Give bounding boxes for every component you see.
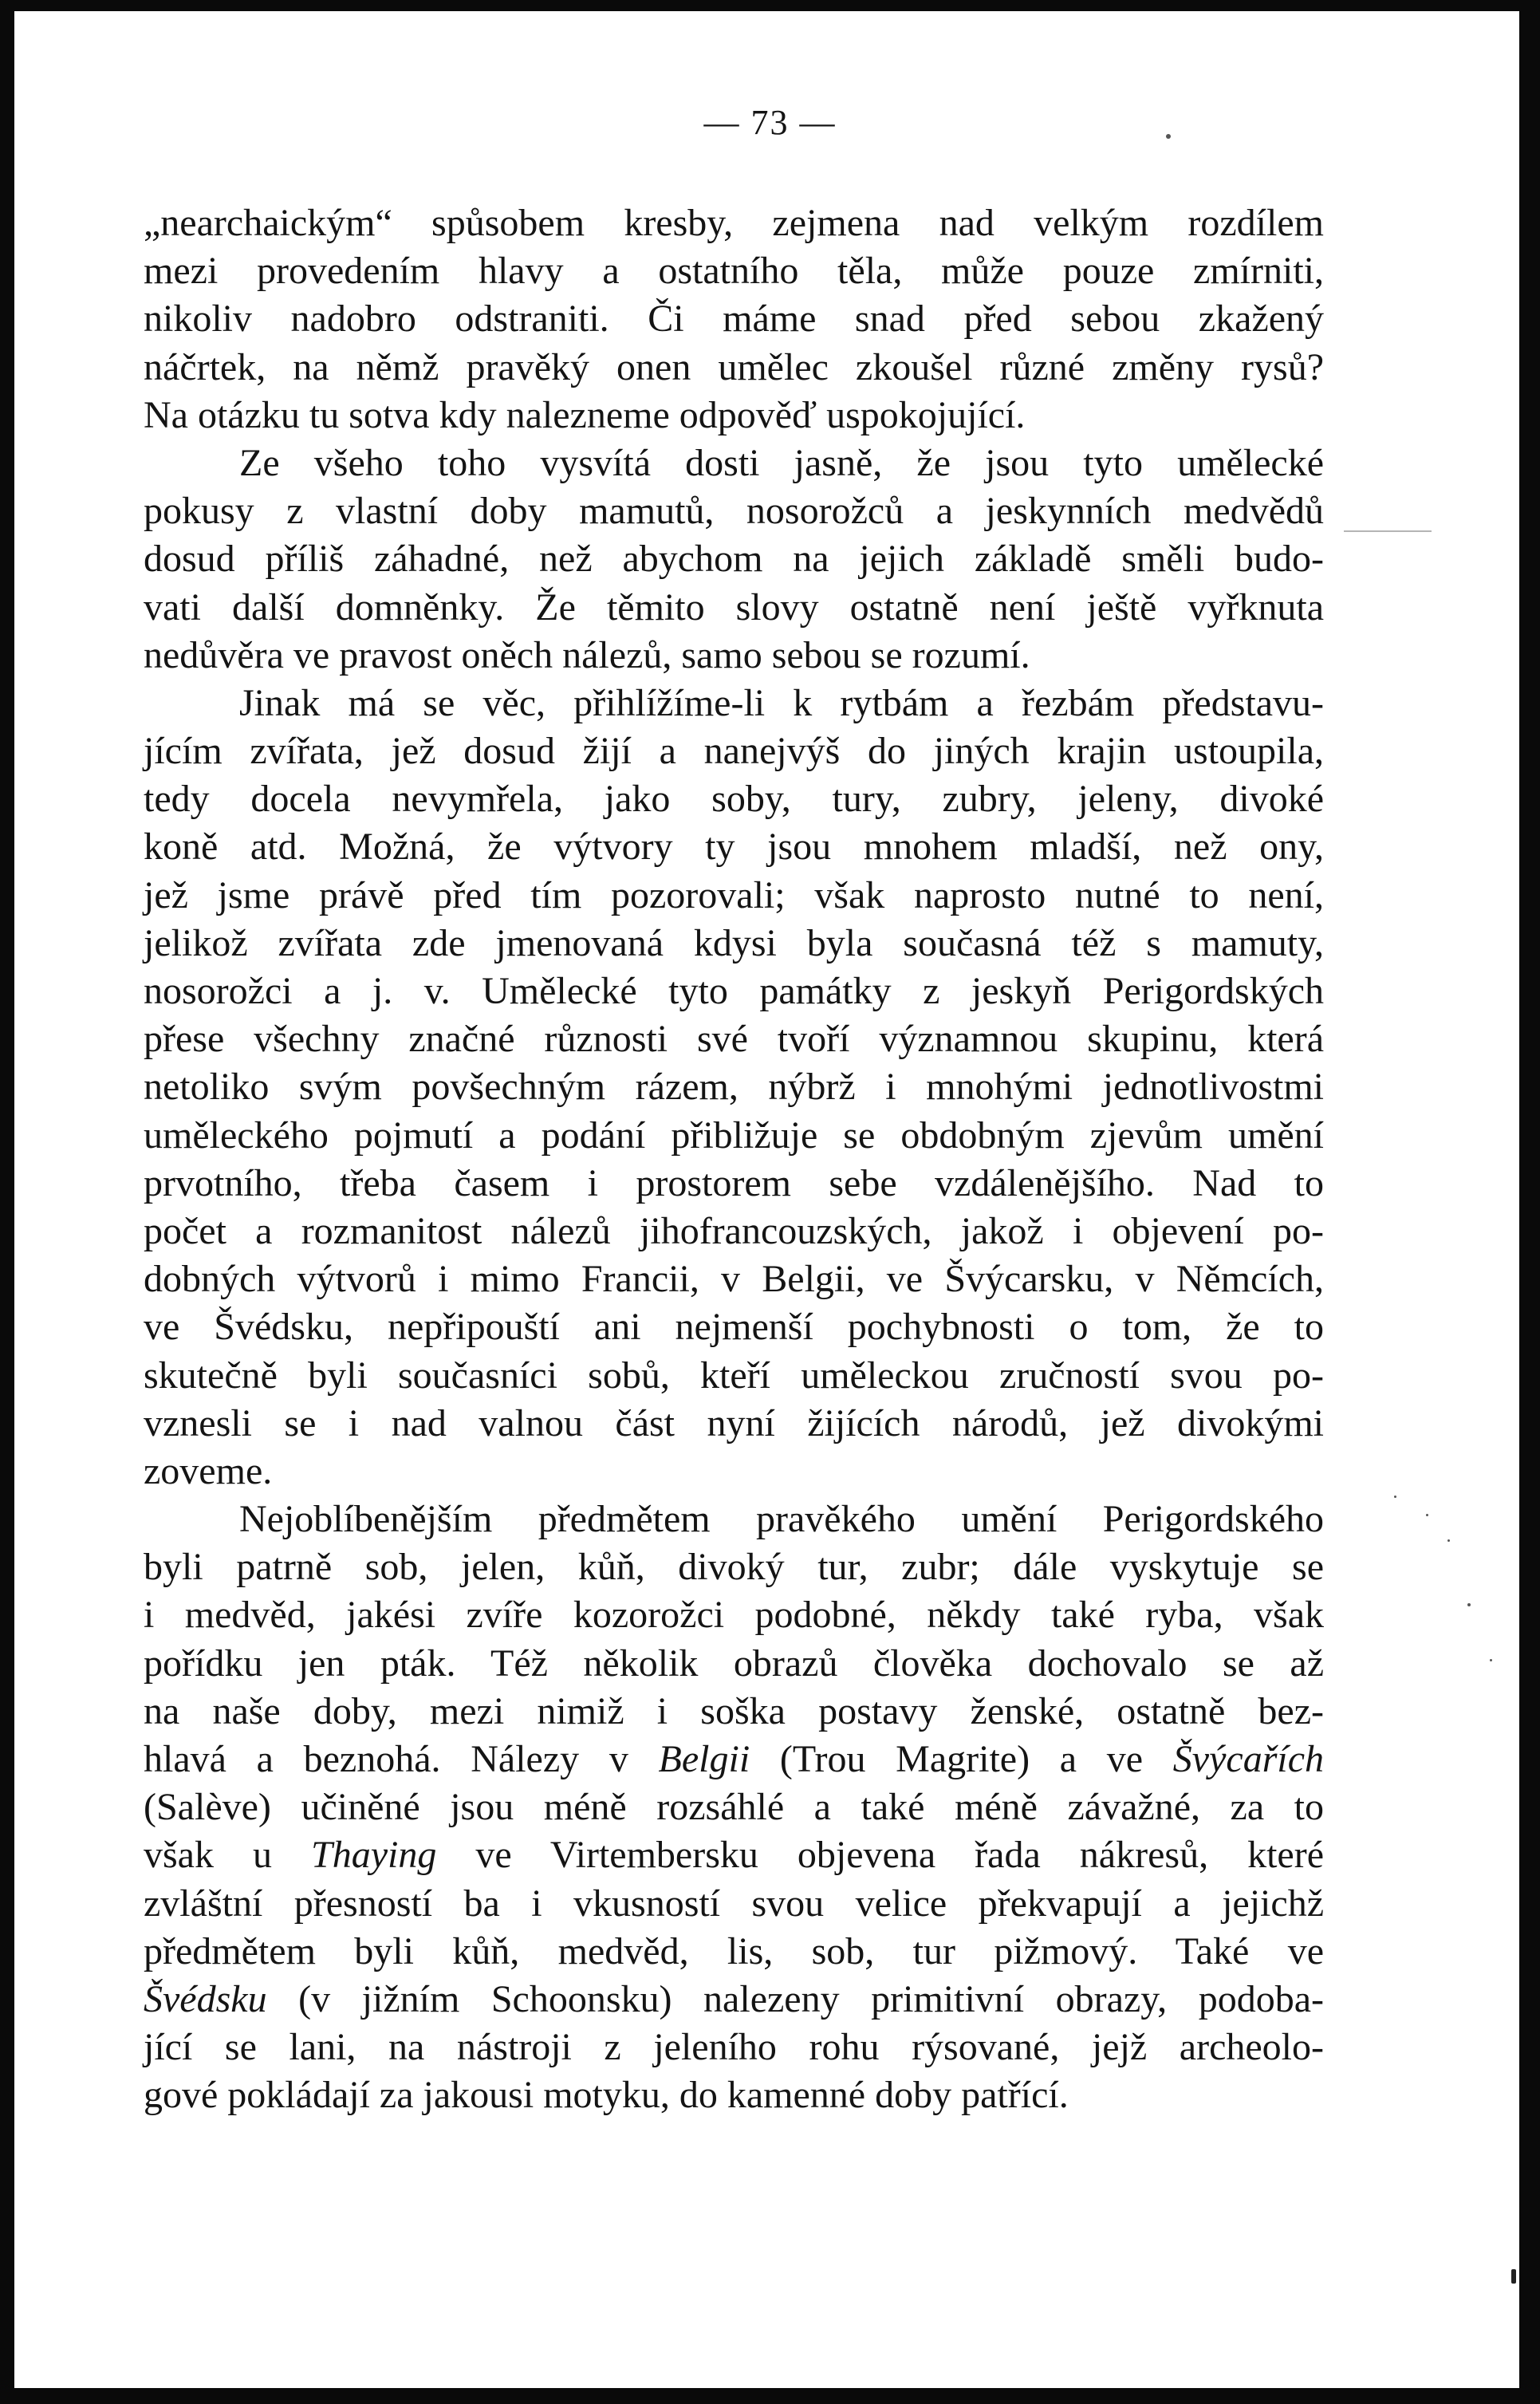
text-line: dosud příliš záhadné, než abychom na jejich základě směli budo- xyxy=(144,538,1324,581)
text-line: (Salève) učiněné jsou méně rozsáhlé a také méně závažné, za to xyxy=(144,1786,1324,1829)
paragraph-2 xyxy=(144,439,1324,680)
page-number: — 73 — xyxy=(703,103,837,142)
italic-place-name: Švýcařích xyxy=(1172,1738,1325,1780)
text-line: skutečně byli současníci sobů, kteří uměleckou zručností svou po- xyxy=(144,1354,1324,1397)
text-line: nosorožci a j. v. Umělecké tyto památky z jeskyň Perigordských xyxy=(144,970,1324,1012)
text-line: koně atd. Možná, že výtvory ty jsou mnohem mladší, než ony, xyxy=(144,826,1324,869)
text-line: Na otázku tu sotva kdy nalezneme odpověď uspokojující. xyxy=(144,393,1026,436)
text-line: náčrtek, na němž pravěký onen umělec zkoušel různé změny rysů? xyxy=(144,345,1324,388)
text-line: jící se lani, na nástroji z jeleního rohu rýsované, jejž archeolo- xyxy=(144,2026,1324,2069)
scan-speck xyxy=(1511,2269,1516,2284)
text-line: ve Švédsku, nepřipouští ani nejmenší pochybnosti o tom, že to xyxy=(144,1306,1324,1349)
text-line: zvláštní přesností ba i vkusností svou velice překvapují a jejichž xyxy=(144,1882,1324,1925)
text-line: netoliko svým povšechným rázem, nýbrž i mnohými jednotlivostmi xyxy=(144,1066,1324,1109)
italic-place-name: Thaying xyxy=(311,1834,437,1877)
text-line: dobných výtvorů i mimo Francii, v Belgii, ve Švýcarsku, v Němcích, xyxy=(144,1258,1324,1301)
text-line: zoveme. xyxy=(144,1449,273,1492)
text-segment: ve Virtembersku objevena řada nákresů, které xyxy=(436,1834,1325,1877)
text-line: pořídku jen pták. Též několik obrazů člověka dochovalo se až xyxy=(144,1641,1324,1685)
text-line: nedůvěra ve pravost oněch nálezů, samo sebou se rozumí. xyxy=(144,633,1030,676)
text-segment: hlavá a beznohá. Nálezy v xyxy=(144,1738,659,1780)
text-segment: (v jižním Schoonsku) nalezeny primitivní obrazy, podoba- xyxy=(266,1977,1324,2020)
scan-speck xyxy=(1394,1496,1396,1498)
scan-speck xyxy=(1166,134,1171,139)
scan-speck xyxy=(1490,1659,1492,1661)
italic-place-name: Švédsku xyxy=(144,1977,267,2020)
text-line: pokusy z vlastní doby mamutů, nosorožců a jeskynních medvědů xyxy=(144,490,1324,533)
text-segment: (Trou Magrite) a ve xyxy=(750,1738,1173,1780)
text-line: „nearchaickým“ spůsobem kresby, zejmena nad velkým rozdílem xyxy=(144,202,1324,244)
text-line: byli patrně sob, jelen, kůň, divoký tur, zubr; dále vyskytuje se xyxy=(144,1546,1324,1589)
text-line: na naše doby, mezi nimiž i soška postavy ženské, ostatně bez- xyxy=(144,1689,1324,1732)
text-line: gové pokládají za jakousi motyku, do kamenné doby patřící. xyxy=(144,2074,1069,2117)
text-line-with-italics xyxy=(144,1976,1324,2024)
text-line: Nejoblíbenějším předmětem pravěkého umění Perigordského xyxy=(239,1498,1324,1541)
text-line-with-italics xyxy=(144,1736,1324,1783)
text-segment: však u xyxy=(144,1834,312,1877)
paragraph-4 xyxy=(144,1496,1324,2119)
text-line: jícím zvířata, jež dosud žijí a nanejvýš do jiných krajin ustoupila, xyxy=(144,730,1324,773)
text-line-with-italics xyxy=(144,1831,1324,1879)
text-line: jelikož zvířata zde jmenovaná kdysi byla současná též s mamuty, xyxy=(144,921,1324,964)
text-line: Ze všeho toho vysvítá dosti jasně, že jsou tyto umělecké xyxy=(239,441,1324,484)
scan-speck xyxy=(1447,1539,1450,1542)
italic-place-name: Belgii xyxy=(658,1738,750,1780)
text-line: předmětem byli kůň, medvěd, lis, sob, tur pižmový. Také ve xyxy=(144,1929,1324,1972)
text-line: nikoliv nadobro odstraniti. Či máme snad před sebou zkažený xyxy=(144,298,1324,341)
text-line: mezi provedením hlavy a ostatního těla, může pouze zmírniti, xyxy=(144,250,1324,293)
text-line: jež jsme právě před tím pozorovali; však naprosto nutné to není, xyxy=(144,873,1324,916)
text-line: prvotního, třeba časem i prostorem sebe vzdálenějšího. Nad to xyxy=(144,1161,1324,1204)
paragraph-3 xyxy=(144,680,1324,1496)
scan-right-edge xyxy=(1519,0,1540,2404)
text-line: počet a rozmanitost nálezů jihofrancouzských, jakož i objevení po- xyxy=(144,1209,1324,1252)
text-line: Jinak má se věc, přihlížíme-li k rytbám a řezbám představu- xyxy=(239,681,1324,724)
text-line: vznesli se i nad valnou část nyní žijících národů, jež divokými xyxy=(144,1401,1324,1444)
scan-speck xyxy=(1426,1514,1428,1516)
text-line: tedy docela nevymřela, jako soby, tury, zubry, jeleny, divoké xyxy=(144,778,1324,821)
body-text xyxy=(144,199,1324,2120)
text-line: vati další domněnky. Že těmito slovy ostatně není ještě vyřknuta xyxy=(144,585,1324,629)
text-line: uměleckého pojmutí a podání přibližuje se obdobným zjevům umění xyxy=(144,1113,1324,1157)
paragraph-1 xyxy=(144,199,1324,439)
margin-mark xyxy=(1344,530,1432,532)
text-line: i medvěd, jakési zvíře kozorožci podobné, někdy také ryba, však xyxy=(144,1594,1324,1637)
text-line: přese všechny značné různosti své tvoří významnou skupinu, která xyxy=(144,1018,1324,1061)
scan-speck xyxy=(1467,1603,1471,1606)
